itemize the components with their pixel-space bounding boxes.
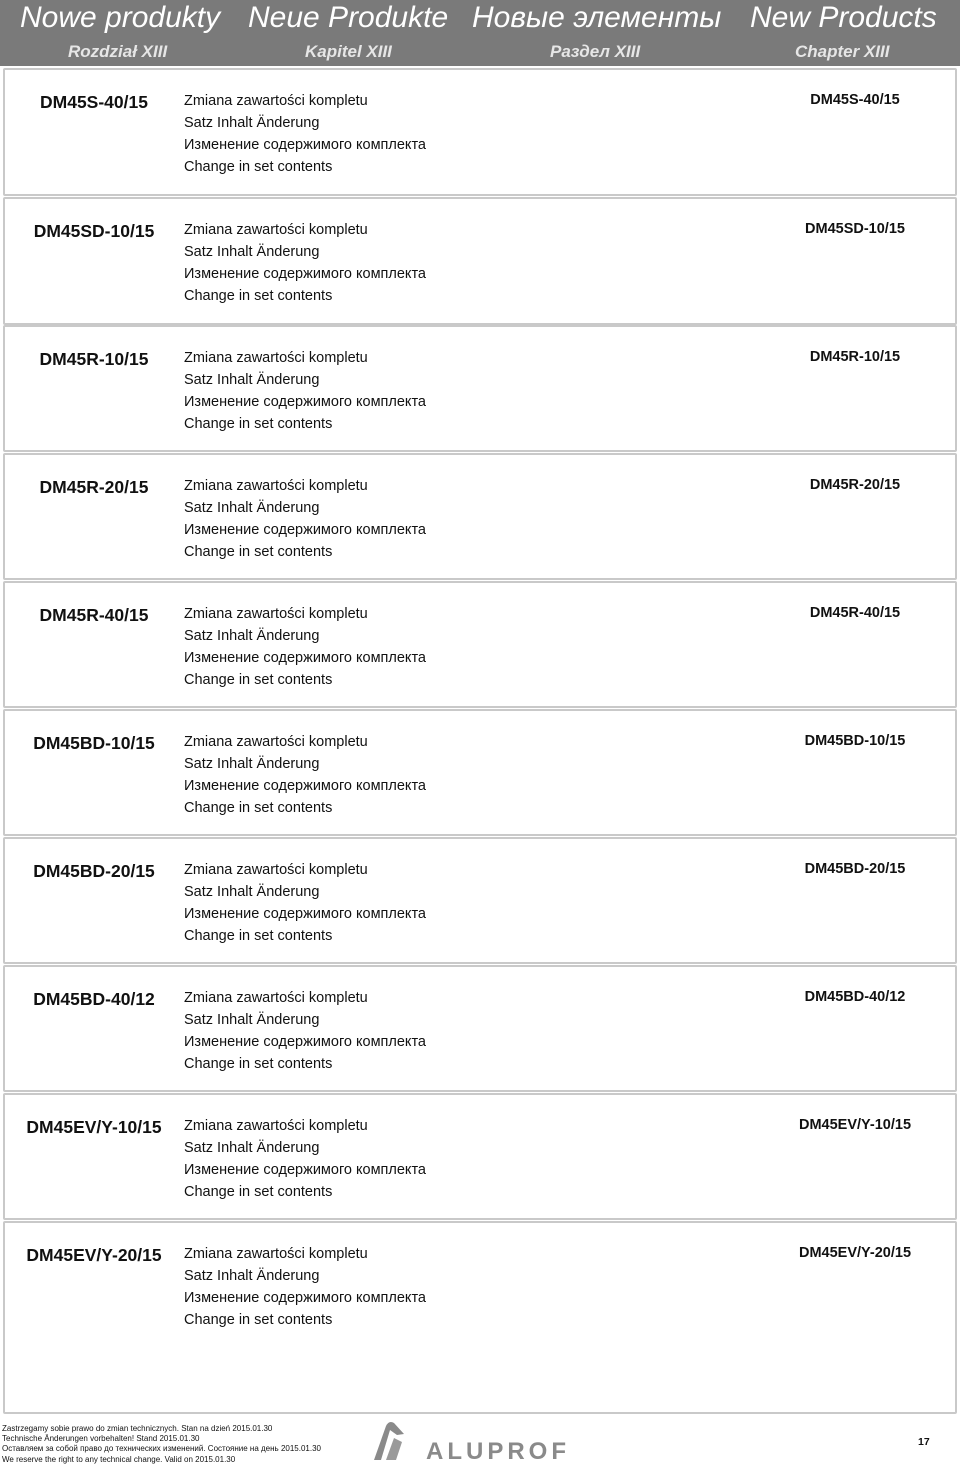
description-line-polish: Zmiana zawartości kompletu [184, 606, 368, 622]
aluprof-logo-text: ALUPROF [426, 1438, 570, 1462]
product-code-right: DM45S-40/15 [810, 92, 900, 108]
product-row [3, 965, 957, 1092]
description-line-english: Change in set contents [184, 1056, 333, 1072]
description-line-russian: Изменение содержимого комплекта [184, 266, 426, 282]
description-line-english: Change in set contents [184, 159, 333, 175]
description-line-polish: Zmiana zawartości kompletu [184, 1246, 368, 1262]
footnote-english: We reserve the right to any technical change. Valid on 2015.01.30 [2, 1454, 236, 1464]
product-code: DM45R-10/15 [39, 349, 149, 369]
description-line-german: Satz Inhalt Änderung [184, 1140, 320, 1156]
description-line-polish: Zmiana zawartości kompletu [184, 222, 368, 238]
footnote-russian: Оставляем за собой право до технических изменений. Состояние на день 2015.01.30 [2, 1444, 321, 1454]
description-line-russian: Изменение содержимого комплекта [184, 1034, 426, 1050]
description-line-russian: Изменение содержимого комплекта [184, 778, 426, 794]
change-description [184, 90, 426, 178]
aluprof-logo-mark [374, 1422, 404, 1460]
description-line-polish: Zmiana zawartości kompletu [184, 990, 368, 1006]
description-line-russian: Изменение содержимого комплекта [184, 1290, 426, 1306]
product-row [3, 837, 957, 964]
description-line-russian: Изменение содержимого комплекта [184, 906, 426, 922]
subtitle-german: Kapitel XIII [305, 42, 392, 61]
change-description [184, 347, 426, 435]
product-code: DM45S-40/15 [40, 92, 148, 112]
product-code: DM45R-40/15 [39, 605, 149, 625]
page-header [0, 0, 960, 66]
product-code-right: DM45EV/Y-20/15 [798, 1245, 912, 1261]
product-code-right: DM45BD-40/12 [804, 989, 906, 1005]
description-line-german: Satz Inhalt Änderung [184, 756, 320, 772]
description-line-german: Satz Inhalt Änderung [184, 500, 320, 516]
description-line-russian: Изменение содержимого комплекта [184, 394, 426, 410]
description-line-german: Satz Inhalt Änderung [184, 628, 320, 644]
product-row [3, 197, 957, 325]
description-line-english: Change in set contents [184, 1312, 333, 1328]
change-description [184, 987, 426, 1075]
footnote-german: Technische Änderungen vorbehalten! Stand 2015.01.30 [2, 1434, 200, 1444]
description-line-polish: Zmiana zawartości kompletu [184, 734, 368, 750]
legal-footnotes [2, 1424, 321, 1465]
description-line-german: Satz Inhalt Änderung [184, 1012, 320, 1028]
description-line-german: Satz Inhalt Änderung [184, 115, 320, 131]
subtitle-russian: Раздел XIII [550, 42, 641, 61]
description-line-polish: Zmiana zawartości kompletu [184, 93, 368, 109]
description-line-polish: Zmiana zawartości kompletu [184, 862, 368, 878]
product-code-right: DM45BD-10/15 [804, 733, 906, 749]
description-line-english: Change in set contents [184, 288, 333, 304]
title-german: Neue Produkte [248, 1, 449, 34]
footnote-polish: Zastrzegamy sobie prawo do zmian technicznych. Stan na dzień 2015.01.30 [2, 1424, 273, 1433]
product-row [3, 453, 957, 580]
description-line-english: Change in set contents [184, 1184, 333, 1200]
description-line-english: Change in set contents [184, 544, 333, 560]
product-code: DM45R-20/15 [39, 477, 149, 497]
change-description [184, 219, 426, 307]
title-polish: Nowe produkty [20, 1, 221, 34]
product-code-right: DM45R-20/15 [809, 477, 901, 493]
product-code: DM45EV/Y-20/15 [26, 1245, 162, 1265]
product-code-right: DM45SD-10/15 [805, 221, 905, 237]
product-row [3, 1221, 957, 1414]
description-line-russian: Изменение содержимого комплекта [184, 522, 426, 538]
description-line-polish: Zmiana zawartości kompletu [184, 478, 368, 494]
change-description [184, 731, 426, 819]
product-code: DM45BD-40/12 [33, 989, 155, 1009]
title-russian: Новые элементы [472, 1, 722, 34]
product-code: DM45BD-20/15 [33, 861, 155, 881]
product-code: DM45EV/Y-10/15 [26, 1117, 162, 1137]
page-number: 17 [918, 1436, 930, 1448]
description-line-russian: Изменение содержимого комплекта [184, 1162, 426, 1178]
product-code-right: DM45R-10/15 [809, 349, 901, 365]
description-line-russian: Изменение содержимого комплекта [184, 137, 426, 153]
description-line-english: Change in set contents [184, 800, 333, 816]
description-line-english: Change in set contents [184, 928, 333, 944]
product-row [3, 1093, 957, 1220]
description-line-russian: Изменение содержимого комплекта [184, 650, 426, 666]
description-line-german: Satz Inhalt Änderung [184, 244, 320, 260]
product-code-right: DM45BD-20/15 [804, 861, 906, 877]
subtitle-english: Chapter XIII [795, 42, 890, 61]
description-line-german: Satz Inhalt Änderung [184, 372, 320, 388]
description-line-polish: Zmiana zawartości kompletu [184, 350, 368, 366]
description-line-german: Satz Inhalt Änderung [184, 1268, 320, 1284]
product-row [3, 325, 957, 452]
product-code: DM45BD-10/15 [33, 733, 155, 753]
change-description [184, 475, 426, 563]
change-description [184, 1243, 426, 1331]
description-line-english: Change in set contents [184, 672, 333, 688]
product-code-right: DM45R-40/15 [809, 605, 901, 621]
change-description [184, 859, 426, 947]
description-line-polish: Zmiana zawartości kompletu [184, 1118, 368, 1134]
product-row [3, 68, 957, 196]
change-description [184, 1115, 426, 1203]
product-row [3, 709, 957, 836]
change-description [184, 603, 426, 691]
description-line-english: Change in set contents [184, 416, 333, 432]
aluprof-logo [368, 1420, 588, 1462]
title-english: New Products [750, 1, 937, 34]
product-code-right: DM45EV/Y-10/15 [798, 1117, 912, 1133]
subtitle-polish: Rozdział XIII [68, 42, 168, 61]
product-code: DM45SD-10/15 [33, 221, 155, 241]
product-row [3, 581, 957, 708]
description-line-german: Satz Inhalt Änderung [184, 884, 320, 900]
